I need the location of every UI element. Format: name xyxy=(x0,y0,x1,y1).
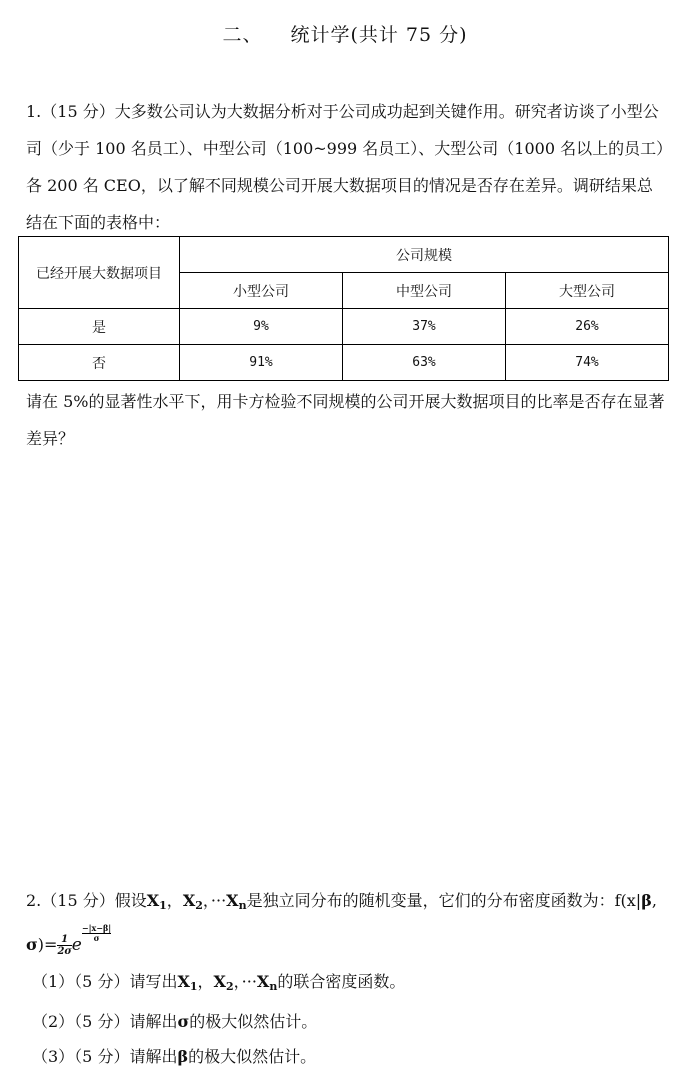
question-2-intro-b: 是独立同分布的随机变量，它们的分布密度函数为： xyxy=(246,891,615,910)
table-row xyxy=(19,345,669,381)
cell-yes-large: 26% xyxy=(506,309,669,345)
row-label-yes: 是 xyxy=(19,309,180,345)
question-1-followup: 请在 5%的显著性水平下，用卡方检验不同规模的公司开展大数据项目的比率是否存在显著差异？ xyxy=(26,392,665,448)
comma: ， xyxy=(166,891,183,910)
section-number: 二、 xyxy=(222,24,263,46)
section-title xyxy=(0,20,690,47)
var-x2: $X_2$ xyxy=(182,891,203,912)
cell-no-small: 91% xyxy=(180,345,343,381)
question-2 xyxy=(26,882,666,1074)
comma: ， xyxy=(202,891,211,910)
ellipsis: ··· xyxy=(210,891,227,910)
question-2-item-1: （1）（5 分）请写出$X_1$，$X_2$，$\cdot\cdot\cdot X_n$的联合密度函数。 xyxy=(32,972,406,993)
table-group-header: 公司规模 xyxy=(180,237,669,273)
cell-yes-medium: 37% xyxy=(343,309,506,345)
table-header-row xyxy=(19,237,669,273)
row-label-no: 否 xyxy=(19,345,180,381)
formula-fraction: $\frac{1}{2\sigma}$ xyxy=(57,934,72,957)
formula-exponent: $\frac{-|x-\beta|}{\sigma}$ xyxy=(81,923,112,943)
cell-yes-small: 9% xyxy=(180,309,343,345)
column-header-large: 大型公司 xyxy=(506,273,669,309)
cell-no-large: 74% xyxy=(506,345,669,381)
density-formula: f(x|β, σ)= $\frac{1}{2\sigma}$ e $\frac{-|x-\beta|}{\sigma}$ xyxy=(26,891,657,957)
cell-no-medium: 63% xyxy=(343,345,506,381)
var-x1: $X_1$ xyxy=(146,891,167,912)
question-2-item-3: （3）（5 分）请解出β的极大似然估计。 xyxy=(32,1047,317,1066)
var-xn: $X_n$ xyxy=(226,891,247,912)
section-title-text: 统计学(共计 75 分) xyxy=(290,24,468,46)
question-2-intro-a: 2.（15 分）假设 xyxy=(26,891,147,910)
question-2-item-2: （2）（5 分）请解出σ的极大似然估计。 xyxy=(32,1012,318,1031)
survey-table xyxy=(18,236,669,381)
table-row xyxy=(19,309,669,345)
column-header-small: 小型公司 xyxy=(180,273,343,309)
question-1-text: 1.（15 分）大多数公司认为大数据分析对于公司成功起到关键作用。研究者访谈了小型公司（少于 100 名员工）、中型公司（100~999 名员工）、大型公司（1000 名以上的员工）各 200 名 CEO，以了解不同规模公司开展大数据项目的情况是否存在差异。调研结果总结在下面的表格中： xyxy=(26,102,665,232)
table-row-header: 已经开展大数据项目 xyxy=(19,237,180,309)
column-header-medium: 中型公司 xyxy=(343,273,506,309)
